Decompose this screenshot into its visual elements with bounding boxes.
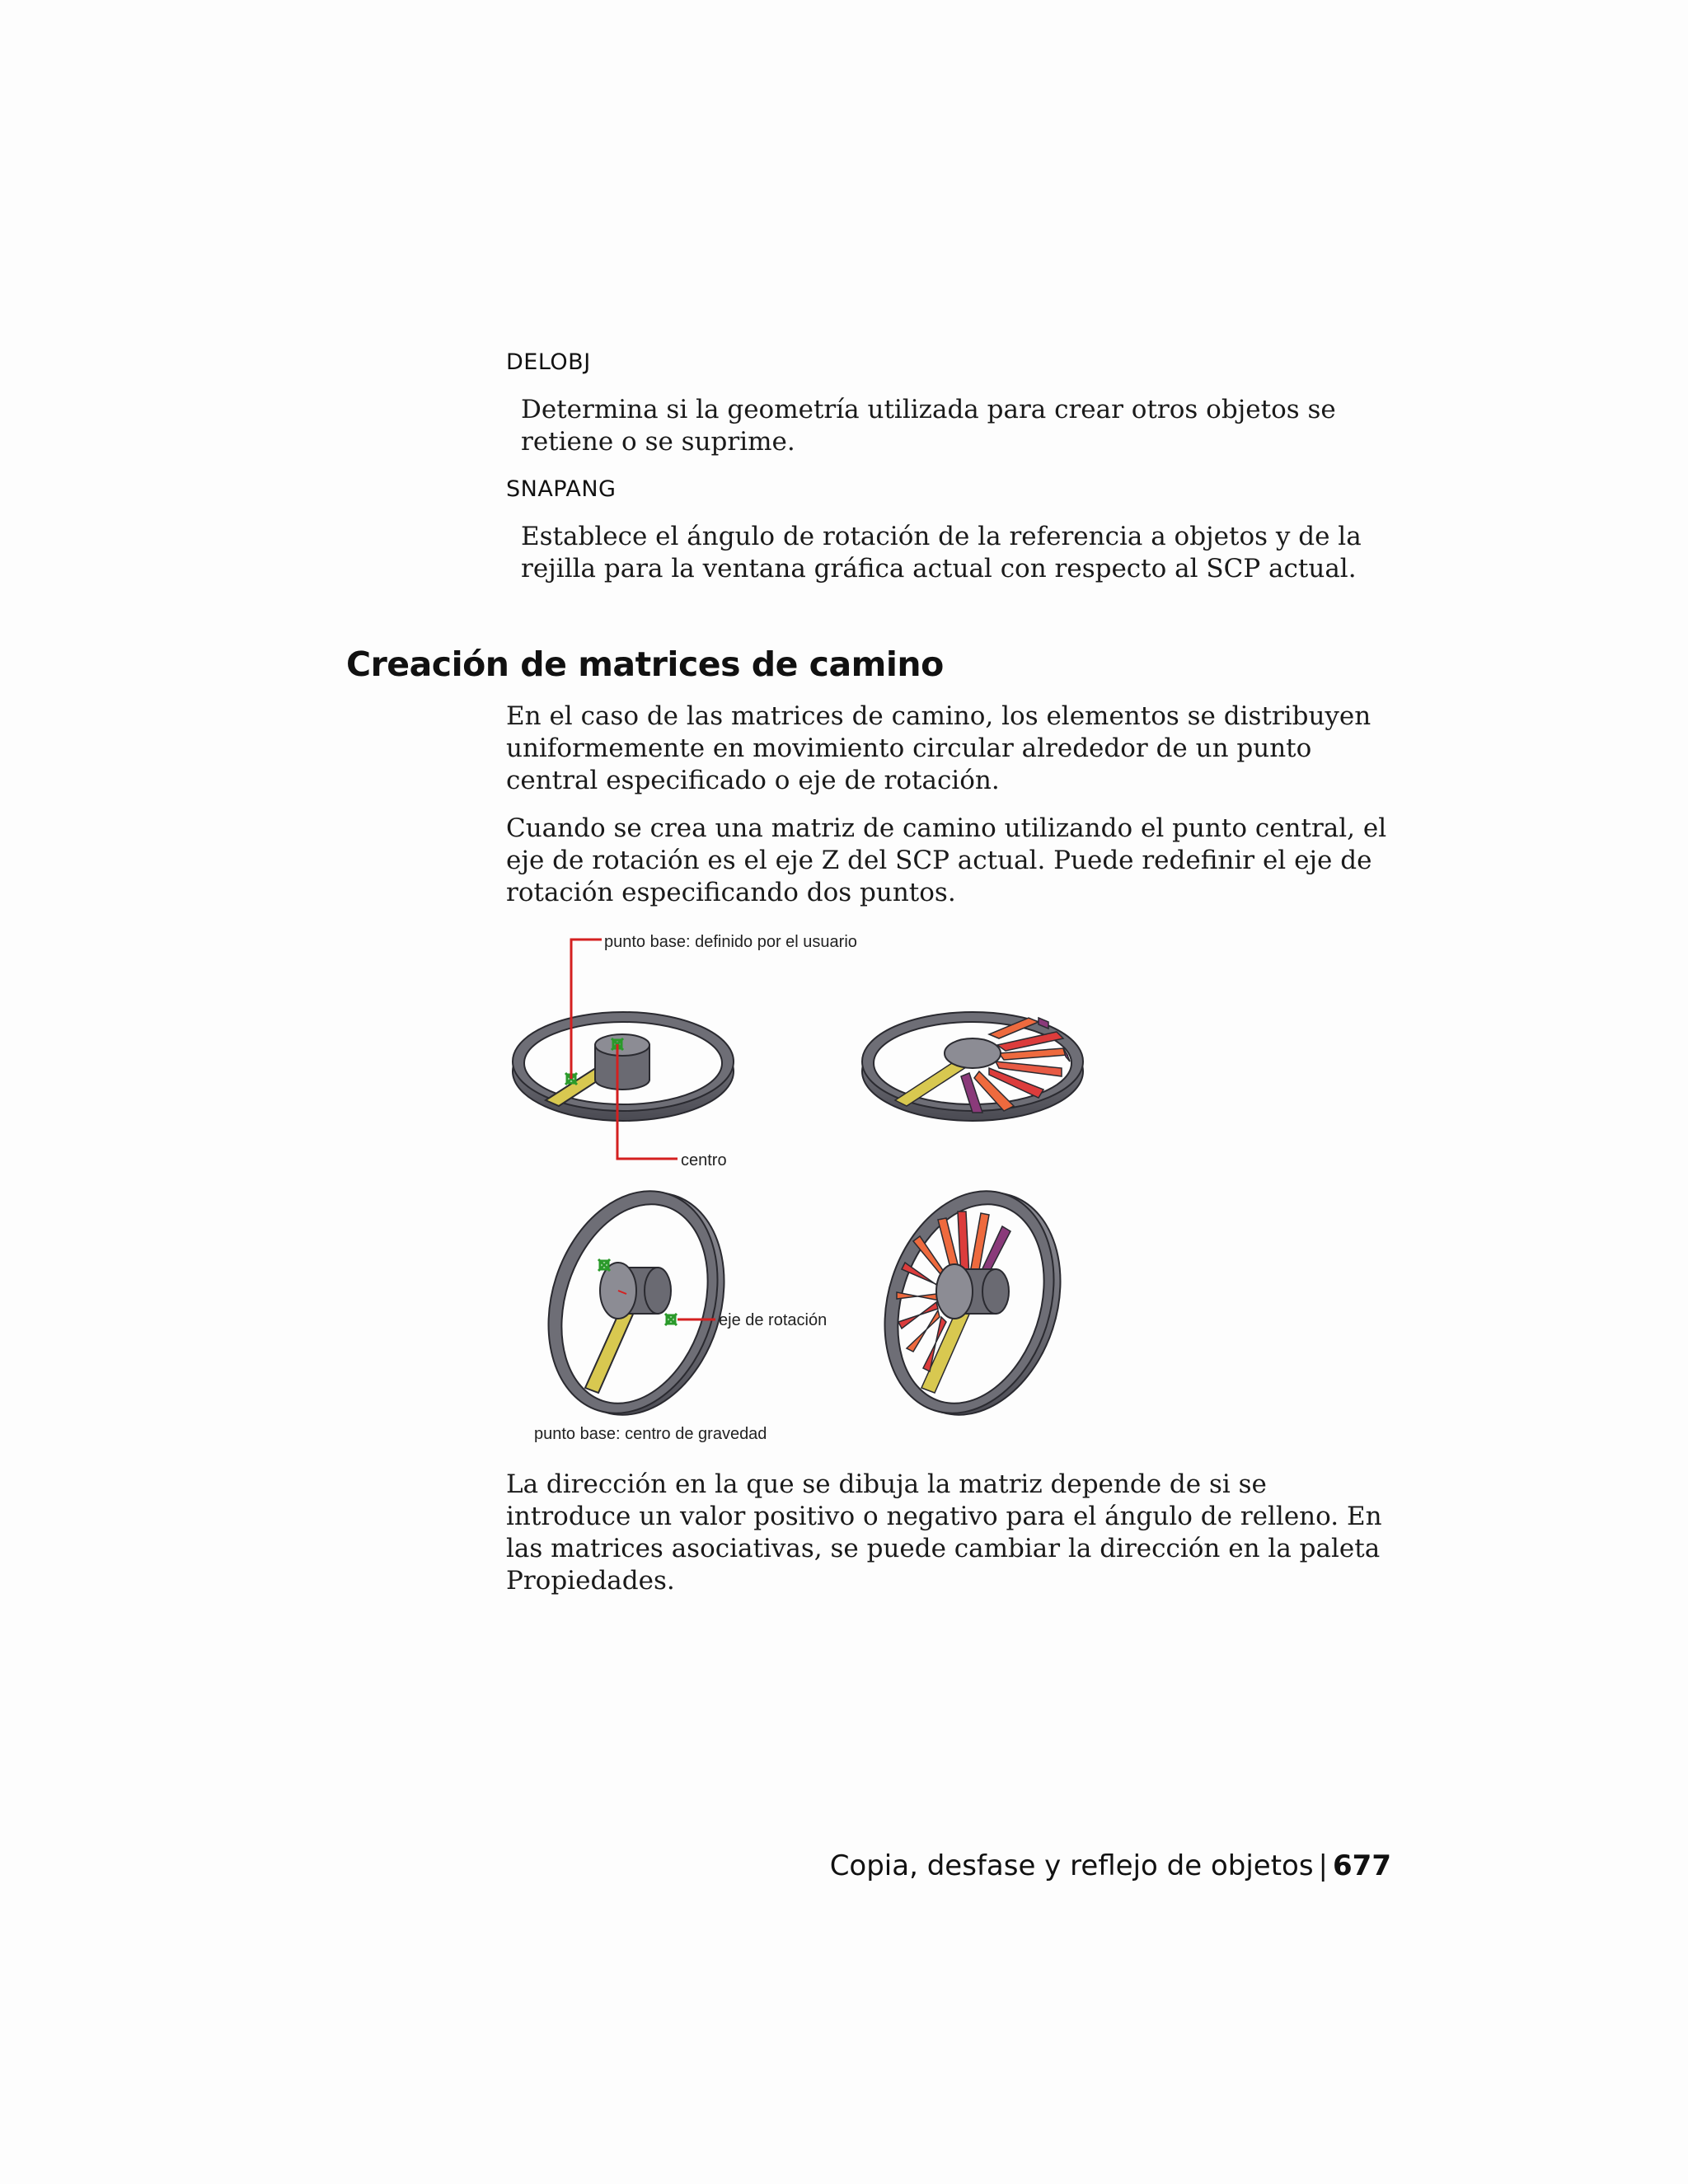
definition-snapang: Establece el ángulo de rotación de la referencia a objetos y de la rejilla para la ventana gráfica actual con respecto al SCP actual.	[521, 522, 1362, 583]
page-number: 677	[1333, 1849, 1391, 1882]
wheel-bottom-left	[521, 1169, 752, 1436]
label-base-point-centroid: punto base: centro de gravedad	[534, 1425, 767, 1443]
footer-separator: |	[1318, 1849, 1329, 1882]
paragraph-center-point: Cuando se crea una matriz de camino utilizando el punto central, el eje de rotación es el eje Z del SCP actual. Puede redefinir el eje de rotación especificando dos puntos.	[506, 813, 1387, 907]
axis-point-2-marker	[665, 1314, 677, 1325]
paragraph-intro: En el caso de las matrices de camino, los elementos se distribuyen uniformemente en movimiento circular alrededor de un punto central especificado o eje de rotación.	[506, 701, 1372, 795]
term-snapang: SNAPANG	[506, 476, 617, 502]
label-rotation-axis: eje de rotación	[719, 1311, 828, 1329]
label-base-point-user: punto base: definido por el usuario	[604, 933, 857, 951]
wheel-top-right	[862, 1012, 1083, 1121]
wheel-bottom-right	[857, 1169, 1088, 1436]
page-footer	[830, 1849, 1391, 1882]
wheel-top-left	[513, 940, 734, 1159]
term-delobj: DELOBJ	[506, 349, 591, 375]
label-center: centro	[681, 1151, 727, 1169]
axis-point-1-marker	[598, 1259, 610, 1271]
section-heading: Creación de matrices de camino	[346, 644, 944, 684]
paragraph-direction: La dirección en la que se dibuja la matriz depende de si se introduce un valor positivo o negativo para el ángulo de relleno. En las matrices asociativas, se puede cambiar la dirección en la paleta Propiedades.	[506, 1469, 1382, 1596]
polar-array-figure	[495, 915, 1121, 1451]
hub	[945, 1038, 1001, 1068]
footer-chapter: Copia, desfase y reflejo de objetos	[829, 1849, 1314, 1882]
hub	[936, 1264, 973, 1319]
definition-delobj: Determina si la geometría utilizada para crear otros objetos se retiene o se suprime.	[521, 395, 1336, 457]
